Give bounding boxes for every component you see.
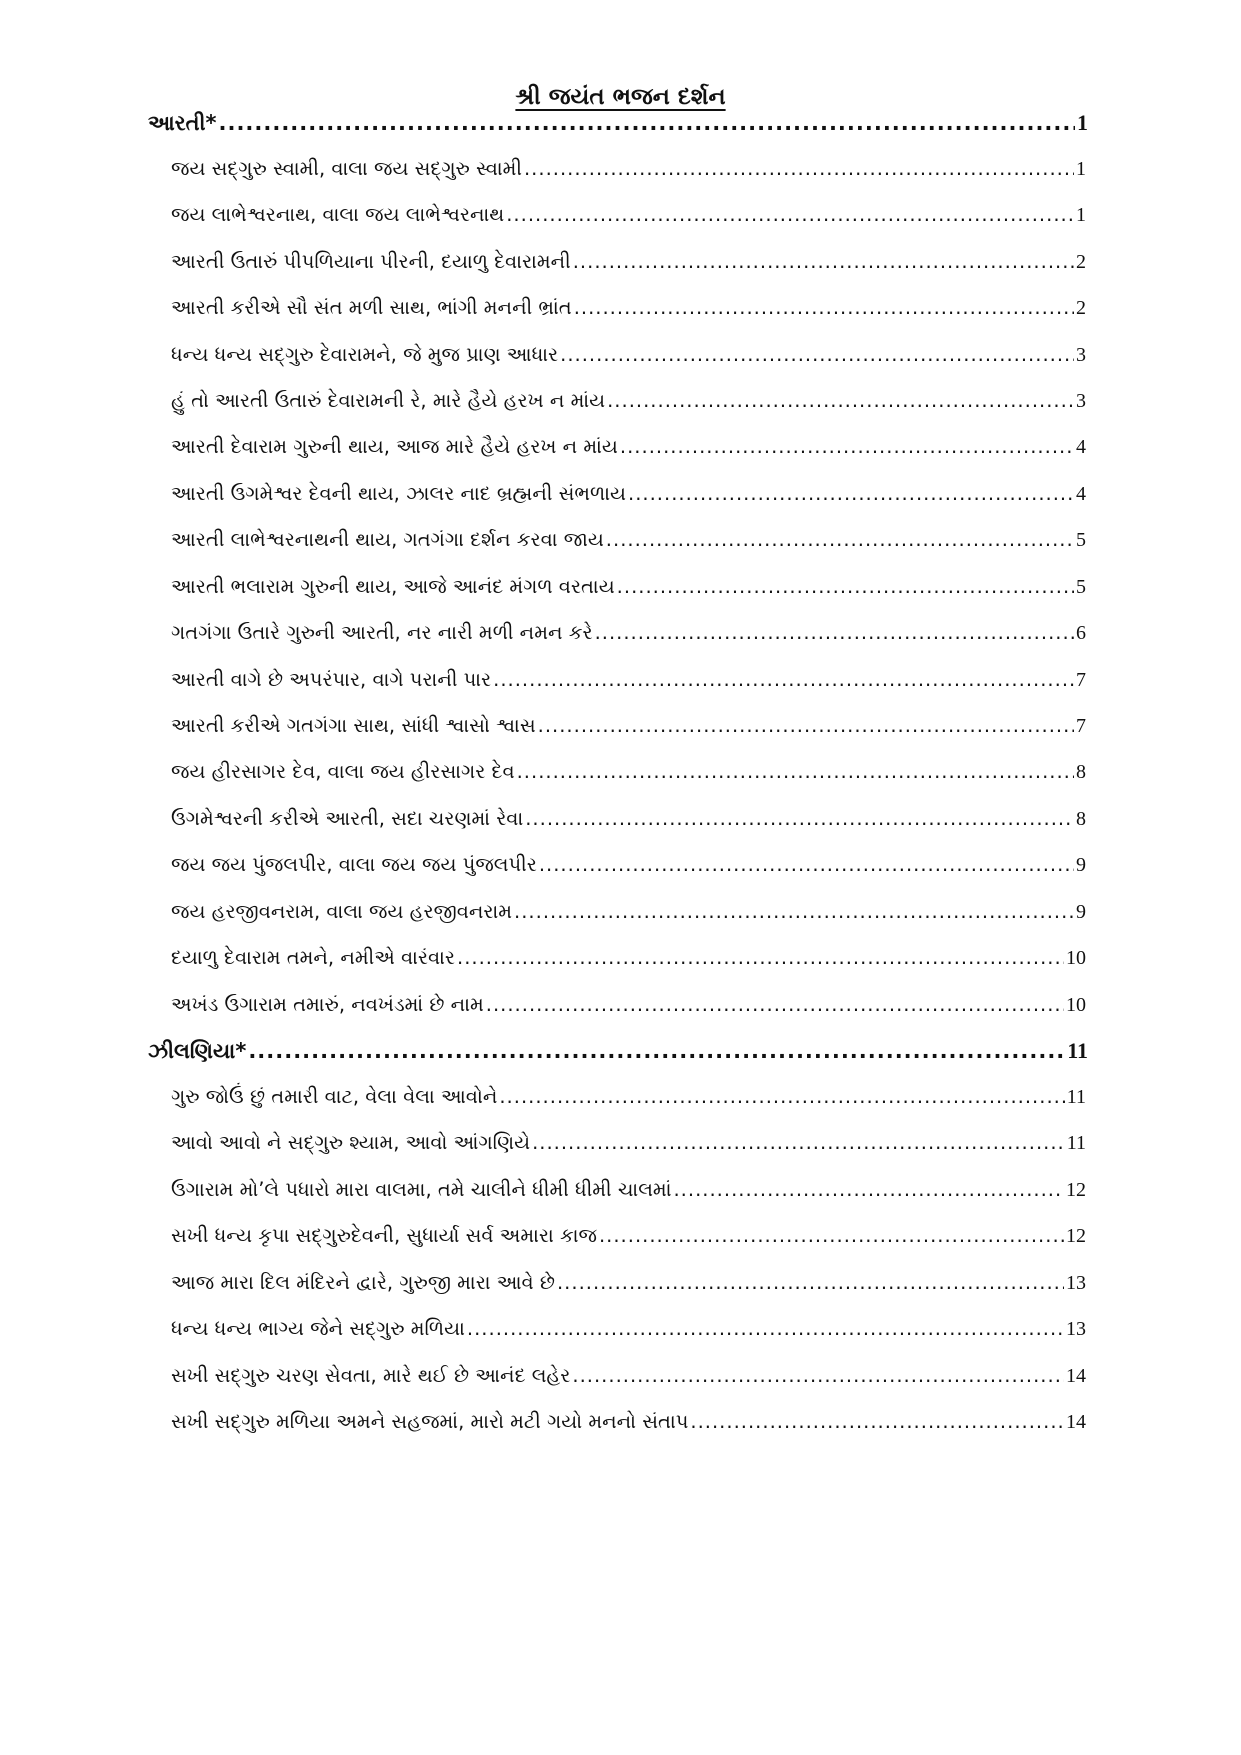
entry-page-number: 14 (1066, 1365, 1086, 1387)
document-title: શ્રી જયંત ભજન દર્શન (515, 84, 726, 110)
entry-title: હું તો આરતી ઉતારું દેવારામની રે, મારે હૈયે હરખ ન માંય (171, 389, 606, 412)
entry-page-number: 2 (1076, 251, 1086, 273)
entry-title: ઉગમેશ્વરની કરીએ આરતી, સદા ચરણમાં રેવા (171, 807, 524, 830)
entry-page-number: 5 (1076, 576, 1086, 598)
section-page-number: 1 (1077, 110, 1088, 135)
entry-title: જય લાભેશ્વરનાથ, વાલા જય લાભેશ્વરનાથ (171, 203, 505, 226)
dot-leader (517, 755, 1074, 789)
section-title: આરતી* (148, 111, 217, 135)
toc-entry[interactable] (171, 384, 1086, 418)
toc-entry[interactable] (171, 941, 1086, 975)
toc-entry[interactable] (171, 1080, 1086, 1114)
entry-title: સખી સદ્‌ગુરુ ચરણ સેવતા, મારે થઈ છે આનંદ લહેર (171, 1364, 571, 1387)
toc-entry[interactable] (171, 1405, 1086, 1439)
entry-title: દયાળુ દેવારામ તમને, નમીએ વારંવાર (171, 946, 455, 969)
entry-page-number: 6 (1076, 622, 1086, 644)
dot-leader (557, 1266, 1064, 1300)
dot-leader (457, 941, 1064, 975)
dot-leader (514, 895, 1074, 929)
toc-entry[interactable] (171, 616, 1086, 650)
entry-page-number: 13 (1066, 1272, 1086, 1294)
entry-title: આરતી કરીએ સૌ સંત મળી સાથ, ભાંગી મનની ભ્રાંત (171, 296, 572, 319)
toc-entry[interactable] (171, 152, 1086, 186)
entry-page-number: 4 (1076, 483, 1086, 505)
entry-title: ગુરુ જોઉં છું તમારી વાટ, વેલા વેલા આવોને (171, 1085, 498, 1108)
toc-entry[interactable] (171, 570, 1086, 604)
dot-leader (599, 1219, 1064, 1253)
entry-title: આરતી કરીએ ગતગંગા સાથ, સાંધી શ્વાસો શ્વાસ (171, 714, 536, 737)
entry-title: જય જય પુંજલપીર, વાલા જય જય પુંજલપીર (171, 853, 537, 876)
dot-leader (532, 1126, 1065, 1160)
toc-entry[interactable] (171, 198, 1086, 232)
toc-entry[interactable] (171, 895, 1086, 929)
dot-leader (690, 1405, 1064, 1439)
entry-page-number: 1 (1076, 158, 1086, 180)
dot-leader (673, 1173, 1064, 1207)
entry-page-number: 5 (1076, 529, 1086, 551)
entry-title: આવો આવો ને સદ્‌ગુરુ શ્યામ, આવો આંગણિયે (171, 1131, 531, 1154)
entry-page-number: 12 (1066, 1225, 1086, 1247)
entry-page-number: 10 (1066, 947, 1086, 969)
toc-entry[interactable] (171, 430, 1086, 464)
dot-leader (574, 291, 1074, 325)
entry-page-number: 11 (1066, 1086, 1086, 1108)
toc-entry[interactable] (171, 709, 1086, 743)
dot-leader (493, 663, 1074, 697)
section-title: ઝીલણિયા* (148, 1039, 247, 1063)
dot-leader (467, 1312, 1064, 1346)
dot-leader (628, 477, 1074, 511)
toc-entry[interactable] (171, 1266, 1086, 1300)
entry-page-number: 4 (1076, 436, 1086, 458)
toc-entry[interactable] (171, 291, 1086, 325)
entry-title: આરતી ઉગમેશ્વર દેવની થાય, ઝાલર નાદ બ્રહ્મની સંભળાય (171, 482, 626, 505)
toc-entry[interactable] (171, 1173, 1086, 1207)
toc-section-heading[interactable] (148, 106, 1088, 140)
toc-entry[interactable] (171, 1359, 1086, 1393)
entry-title: સખી સદ્‌ગુરુ મળિયા અમને સહજમાં, મારો મટી ગયો મનનો સંતાપ (171, 1410, 689, 1433)
entry-title: આરતી વાગે છે અપરંપાર, વાગે પરાની પાર (171, 668, 492, 691)
entry-page-number: 8 (1076, 761, 1086, 783)
toc-entry[interactable] (171, 1312, 1086, 1346)
entry-page-number: 3 (1076, 344, 1086, 366)
entry-page-number: 14 (1066, 1411, 1086, 1433)
dot-leader (539, 848, 1074, 882)
dot-leader (248, 1034, 1065, 1068)
dot-leader (486, 988, 1064, 1022)
toc-entry[interactable] (171, 245, 1086, 279)
dot-leader (595, 616, 1074, 650)
entry-page-number: 9 (1076, 901, 1086, 923)
entry-title: ગતગંગા ઉતારે ગુરુની આરતી, નર નારી મળી નમન કરે (171, 621, 593, 644)
dot-leader (218, 106, 1075, 140)
toc-entry[interactable] (171, 802, 1086, 836)
toc-entry[interactable] (171, 523, 1086, 557)
entry-page-number: 10 (1066, 994, 1086, 1016)
entry-title: આરતી ઉતારું પીપળિયાના પીરની, દયાળુ દેવારામની (171, 250, 571, 273)
dot-leader (617, 570, 1074, 604)
entry-title: આરતી લાભેશ્વરનાથની થાય, ગતગંગા દર્શન કરવા જાય (171, 528, 604, 551)
entry-page-number: 8 (1076, 808, 1086, 830)
toc-entry[interactable] (171, 755, 1086, 789)
toc-entry[interactable] (171, 477, 1086, 511)
entry-title: ધન્ય ધન્ય ભાગ્ય જેને સદ્‌ગુરુ મળિયા (171, 1317, 465, 1340)
section-page-number: 11 (1067, 1038, 1088, 1063)
dot-leader (538, 709, 1074, 743)
toc-entry[interactable] (171, 848, 1086, 882)
toc-entry[interactable] (171, 663, 1086, 697)
dot-leader (607, 384, 1074, 418)
toc-entry[interactable] (171, 1126, 1086, 1160)
dot-leader (560, 338, 1074, 372)
entry-page-number: 1 (1076, 204, 1086, 226)
toc-entry[interactable] (171, 988, 1086, 1022)
entry-title: ઉગારામ મો’લે પધારો મારા વાલમા, તમે ચાલીને ધીમી ધીમી ચાલમાં (171, 1178, 672, 1201)
entry-title: અખંડ ઉગારામ તમારું, નવખંડમાં છે નામ (171, 993, 484, 1016)
entry-title: ધન્ય ધન્ય સદ્‌ગુરુ દેવારામને, જે મુજ પ્રાણ આધાર (171, 343, 559, 366)
dot-leader (524, 152, 1074, 186)
entry-title: સખી ધન્ય કૃપા સદ્‌ગુરુદેવની, સુધાર્યા સર્વ અમારા કાજ (171, 1224, 597, 1247)
entry-page-number: 7 (1076, 715, 1086, 737)
entry-title: જય હીરસાગર દેવ, વાલા જય હીરસાગર દેવ (171, 760, 515, 783)
entry-page-number: 13 (1066, 1318, 1086, 1340)
entry-title: આજ મારા દિલ મંદિરને દ્વારે, ગુરુજી મારા આવે છે (171, 1271, 555, 1294)
dot-leader (499, 1080, 1064, 1114)
dot-leader (506, 198, 1074, 232)
entry-title: જય સદ્‌ગુરુ સ્વામી, વાલા જય સદ્‌ગુરુ સ્વામી (171, 157, 522, 180)
entry-page-number: 7 (1076, 669, 1086, 691)
dot-leader (572, 1359, 1064, 1393)
entry-page-number: 11 (1066, 1132, 1086, 1154)
entry-title: આરતી ભલારામ ગુરુની થાય, આજે આનંદ મંગળ વરતાય (171, 575, 615, 598)
dot-leader (620, 430, 1074, 464)
dot-leader (525, 802, 1074, 836)
entry-title: આરતી દેવારામ ગુરુની થાય, આજ મારે હૈયે હરખ ન માંય (171, 435, 618, 458)
toc-entry[interactable] (171, 1219, 1086, 1253)
entry-title: જય હરજીવનરામ, વાલા જય હરજીવનરામ (171, 900, 513, 923)
dot-leader (606, 523, 1074, 557)
entry-page-number: 3 (1076, 390, 1086, 412)
entry-page-number: 12 (1066, 1179, 1086, 1201)
entry-page-number: 2 (1076, 297, 1086, 319)
toc-section-heading[interactable] (148, 1034, 1088, 1068)
toc-entry[interactable] (171, 338, 1086, 372)
dot-leader (573, 245, 1074, 279)
entry-page-number: 9 (1076, 854, 1086, 876)
